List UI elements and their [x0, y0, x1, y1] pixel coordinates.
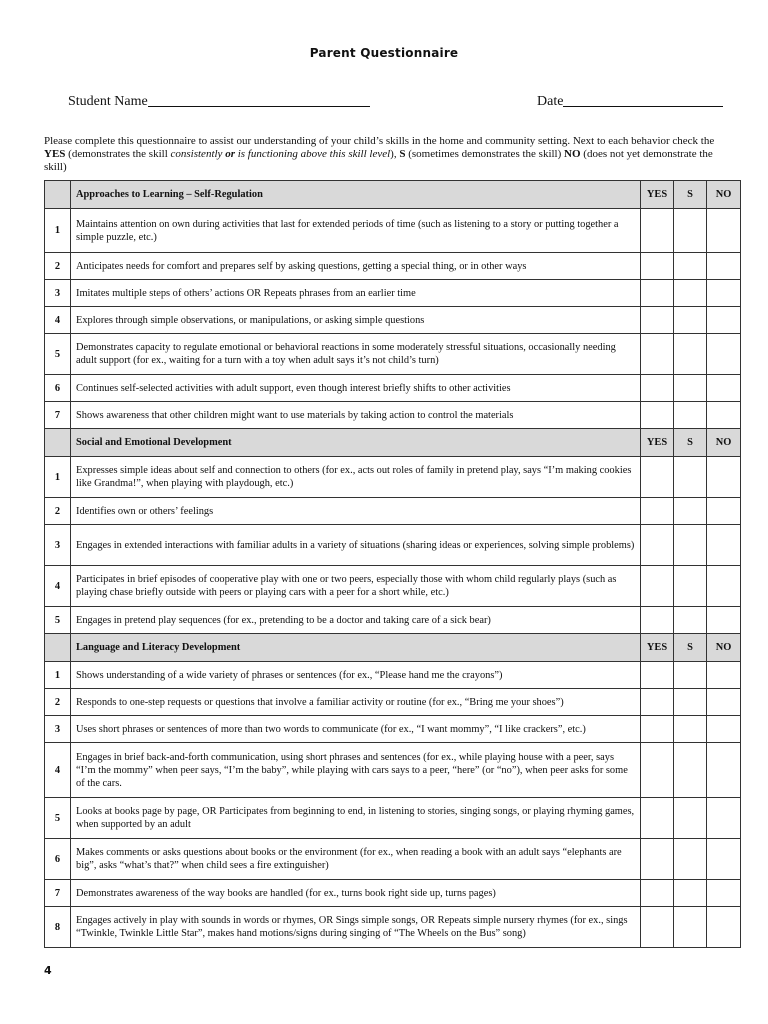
question-text: Anticipates needs for comfort and prepares self by asking questions, getting a special thing, or in other ways	[71, 253, 641, 280]
yes-column-header: YES	[641, 429, 674, 457]
question-text: Explores through simple observations, or manipulations, or asking simple questions	[71, 307, 641, 334]
question-number: 5	[45, 798, 71, 839]
yes-checkbox-cell[interactable]	[641, 798, 674, 839]
student-name-line[interactable]	[148, 92, 370, 107]
question-row	[45, 307, 741, 334]
yes-checkbox-cell[interactable]	[641, 209, 674, 253]
s-checkbox-cell[interactable]	[674, 280, 707, 307]
no-checkbox-cell[interactable]	[707, 209, 741, 253]
question-row	[45, 209, 741, 253]
question-text: Expresses simple ideas about self and connection to others (for ex., acts out roles of family in pretend play, says “I’m making cookies like Grandma!”, when playing with playdough, etc.)	[71, 457, 641, 498]
no-checkbox-cell[interactable]	[707, 689, 741, 716]
question-text: Shows awareness that other children might want to use materials by taking action to control the materials	[71, 402, 641, 429]
s-checkbox-cell[interactable]	[674, 689, 707, 716]
date-label: Date	[537, 94, 564, 109]
question-text: Engages in pretend play sequences (for ex., pretending to be a doctor and taking care of a sick bear)	[71, 607, 641, 634]
s-checkbox-cell[interactable]	[674, 457, 707, 498]
question-text: Engages in brief back-and-forth communication, using short phrases and sentences (for ex., while playing house with a peer, says “I’m the mommy” when peer says, “I’m the baby”, while playing with cars says to a peer, “here” (or “no”), when peer asks for some of the cars.	[71, 743, 641, 798]
question-number: 4	[45, 743, 71, 798]
s-checkbox-cell[interactable]	[674, 375, 707, 402]
yes-checkbox-cell[interactable]	[641, 662, 674, 689]
question-row	[45, 566, 741, 607]
intro-or: or	[222, 148, 235, 160]
section-header	[45, 429, 741, 457]
question-number: 2	[45, 253, 71, 280]
section-num-cell	[45, 429, 71, 457]
s-checkbox-cell[interactable]	[674, 839, 707, 880]
s-checkbox-cell[interactable]	[674, 743, 707, 798]
no-column-header: NO	[707, 634, 741, 662]
s-checkbox-cell[interactable]	[674, 607, 707, 634]
question-number: 4	[45, 566, 71, 607]
s-checkbox-cell[interactable]	[674, 209, 707, 253]
no-checkbox-cell[interactable]	[707, 402, 741, 429]
no-checkbox-cell[interactable]	[707, 280, 741, 307]
question-row	[45, 880, 741, 907]
s-column-header: S	[674, 634, 707, 662]
instructions	[44, 135, 734, 174]
no-checkbox-cell[interactable]	[707, 607, 741, 634]
s-checkbox-cell[interactable]	[674, 498, 707, 525]
intro-text-5: (does not yet demonstrate the skill)	[44, 148, 713, 173]
section-header	[45, 181, 741, 209]
question-text: Makes comments or asks questions about books or the environment (for ex., when reading a book with an adult says “elephants are big”, asks “what’s that?” when child sees a fire extinguisher)	[71, 839, 641, 880]
question-row	[45, 607, 741, 634]
yes-checkbox-cell[interactable]	[641, 839, 674, 880]
yes-checkbox-cell[interactable]	[641, 525, 674, 566]
yes-checkbox-cell[interactable]	[641, 307, 674, 334]
question-number: 5	[45, 334, 71, 375]
no-checkbox-cell[interactable]	[707, 907, 741, 948]
intro-text-3: ),	[390, 148, 400, 160]
question-number: 7	[45, 880, 71, 907]
yes-column-header: YES	[641, 634, 674, 662]
section-title: Language and Literacy Development	[71, 634, 641, 662]
no-checkbox-cell[interactable]	[707, 662, 741, 689]
question-number: 3	[45, 525, 71, 566]
question-row	[45, 334, 741, 375]
question-row	[45, 402, 741, 429]
questionnaire-table	[44, 180, 741, 948]
no-checkbox-cell[interactable]	[707, 498, 741, 525]
no-checkbox-cell[interactable]	[707, 525, 741, 566]
no-checkbox-cell[interactable]	[707, 566, 741, 607]
question-row	[45, 743, 741, 798]
no-column-header: NO	[707, 429, 741, 457]
question-text: Uses short phrases or sentences of more than two words to communicate (for ex., “I want mommy”, “I like crackers”, etc.)	[71, 716, 641, 743]
question-text: Maintains attention on own during activities that last for extended periods of time (such as listening to a story or putting together a simple puzzle, etc.)	[71, 209, 641, 253]
question-number: 8	[45, 907, 71, 948]
yes-checkbox-cell[interactable]	[641, 607, 674, 634]
yes-checkbox-cell[interactable]	[641, 716, 674, 743]
no-checkbox-cell[interactable]	[707, 880, 741, 907]
intro-text-2: (demonstrates the skill	[65, 148, 171, 160]
s-checkbox-cell[interactable]	[674, 798, 707, 839]
yes-checkbox-cell[interactable]	[641, 253, 674, 280]
question-row	[45, 907, 741, 948]
no-checkbox-cell[interactable]	[707, 253, 741, 280]
yes-checkbox-cell[interactable]	[641, 743, 674, 798]
s-column-header: S	[674, 429, 707, 457]
yes-checkbox-cell[interactable]	[641, 402, 674, 429]
intro-text-4: (sometimes demonstrates the skill)	[405, 148, 565, 160]
s-checkbox-cell[interactable]	[674, 907, 707, 948]
yes-checkbox-cell[interactable]	[641, 498, 674, 525]
s-checkbox-cell[interactable]	[674, 662, 707, 689]
question-number: 4	[45, 307, 71, 334]
s-checkbox-cell[interactable]	[674, 566, 707, 607]
s-column-header: S	[674, 181, 707, 209]
intro-no: NO	[564, 148, 581, 160]
question-row	[45, 253, 741, 280]
question-row	[45, 716, 741, 743]
s-checkbox-cell[interactable]	[674, 402, 707, 429]
no-checkbox-cell[interactable]	[707, 798, 741, 839]
question-row	[45, 280, 741, 307]
question-number: 2	[45, 498, 71, 525]
question-text: Continues self-selected activities with adult support, even though interest briefly shifts to other activities	[71, 375, 641, 402]
question-text: Engages actively in play with sounds in words or rhymes, OR Sings simple songs, OR Repeats simple nursery rhymes (for ex., sings “Twinkle, Twinkle Little Star”, makes hand motions/signs during singing of “The Wheels on the Bus” song)	[71, 907, 641, 948]
question-number: 5	[45, 607, 71, 634]
question-row	[45, 498, 741, 525]
question-number: 1	[45, 457, 71, 498]
question-row	[45, 525, 741, 566]
question-row	[45, 839, 741, 880]
s-checkbox-cell[interactable]	[674, 525, 707, 566]
yes-checkbox-cell[interactable]	[641, 280, 674, 307]
no-checkbox-cell[interactable]	[707, 375, 741, 402]
page-title: Parent Questionnaire	[309, 46, 459, 60]
no-checkbox-cell[interactable]	[707, 839, 741, 880]
section-num-cell	[45, 181, 71, 209]
yes-checkbox-cell[interactable]	[641, 375, 674, 402]
no-checkbox-cell[interactable]	[707, 716, 741, 743]
question-text: Demonstrates capacity to regulate emotional or behavioral reactions in some moderately stressful situations, occasionally needing adult support (for ex., waiting for a turn with a toy when adult says it’s not child’s turn)	[71, 334, 641, 375]
s-checkbox-cell[interactable]	[674, 307, 707, 334]
yes-column-header: YES	[641, 181, 674, 209]
question-row	[45, 457, 741, 498]
no-column-header: NO	[707, 181, 741, 209]
question-number: 6	[45, 839, 71, 880]
yes-checkbox-cell[interactable]	[641, 566, 674, 607]
date-field[interactable]	[537, 92, 723, 110]
header-fields	[68, 92, 728, 112]
section-header	[45, 634, 741, 662]
yes-checkbox-cell[interactable]	[641, 880, 674, 907]
yes-checkbox-cell[interactable]	[641, 689, 674, 716]
no-checkbox-cell[interactable]	[707, 457, 741, 498]
intro-s: S	[399, 148, 406, 160]
student-name-label: Student Name	[68, 94, 148, 109]
no-checkbox-cell[interactable]	[707, 307, 741, 334]
yes-checkbox-cell[interactable]	[641, 907, 674, 948]
question-number: 2	[45, 689, 71, 716]
no-checkbox-cell[interactable]	[707, 743, 741, 798]
question-text: Imitates multiple steps of others’ actions OR Repeats phrases from an earlier time	[71, 280, 641, 307]
page-number: 4	[44, 964, 52, 977]
question-text: Engages in extended interactions with familiar adults in a variety of situations (sharing ideas or experiences, solving simple problems)	[71, 525, 641, 566]
intro-yes: YES	[44, 148, 66, 160]
question-row	[45, 689, 741, 716]
question-text: Looks at books page by page, OR Participates from beginning to end, in listening to stories, singing songs, or playing rhyming games, when supported by an adult	[71, 798, 641, 839]
no-checkbox-cell[interactable]	[707, 334, 741, 375]
section-num-cell	[45, 634, 71, 662]
s-checkbox-cell[interactable]	[674, 880, 707, 907]
s-checkbox-cell[interactable]	[674, 253, 707, 280]
question-row	[45, 798, 741, 839]
section-title: Approaches to Learning – Self-Regulation	[71, 181, 641, 209]
question-text: Demonstrates awareness of the way books are handled (for ex., turns book right side up, turns pages)	[71, 880, 641, 907]
question-number: 7	[45, 402, 71, 429]
question-number: 1	[45, 662, 71, 689]
date-line[interactable]	[563, 92, 723, 107]
question-row	[45, 662, 741, 689]
student-name-field[interactable]	[68, 92, 370, 110]
question-row	[45, 375, 741, 402]
question-text: Shows understanding of a wide variety of phrases or sentences (for ex., “Please hand me the crayons”)	[71, 662, 641, 689]
question-number: 3	[45, 280, 71, 307]
question-text: Responds to one-step requests or questions that involve a familiar activity or routine (for ex., “Bring me your shoes”)	[71, 689, 641, 716]
intro-text-1: Please complete this questionnaire to assist our understanding of your child’s skills in the home and community setting. Next to each behavior check the	[44, 135, 715, 147]
question-number: 1	[45, 209, 71, 253]
yes-checkbox-cell[interactable]	[641, 334, 674, 375]
question-number: 6	[45, 375, 71, 402]
intro-functioning: is functioning above this skill level	[234, 148, 391, 160]
intro-consistently: consistently	[170, 148, 223, 160]
section-title: Social and Emotional Development	[71, 429, 641, 457]
s-checkbox-cell[interactable]	[674, 716, 707, 743]
question-text: Participates in brief episodes of cooperative play with one or two peers, especially those with whom child regularly plays (such as playing chase briefly outside with peers or playing cars with a peer for a short while, etc.)	[71, 566, 641, 607]
question-number: 3	[45, 716, 71, 743]
question-text: Identifies own or others’ feelings	[71, 498, 641, 525]
s-checkbox-cell[interactable]	[674, 334, 707, 375]
yes-checkbox-cell[interactable]	[641, 457, 674, 498]
